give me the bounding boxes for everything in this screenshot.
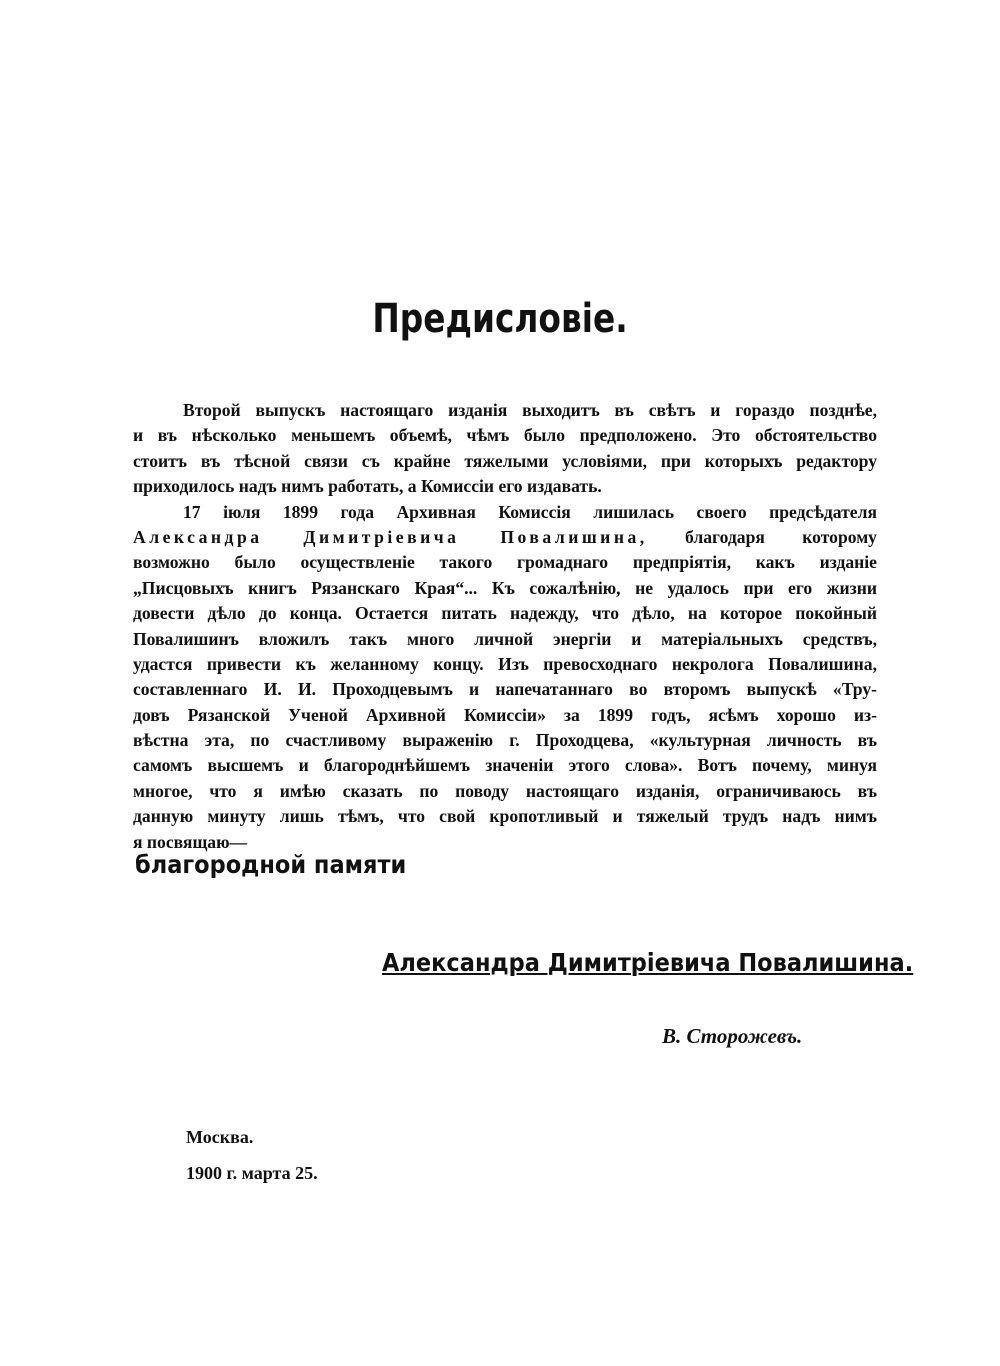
preface-body — [133, 398, 877, 855]
dedication-heading: благородной памяти — [135, 850, 407, 879]
text-line: и въ нѣсколько меньшемъ объемѣ, чѣмъ было предположено. Это обстоятельство — [133, 425, 877, 446]
text-line: „Писцовыхъ книгъ Рязанскаго Края“... Къ сожалѣнію, не удалось при его жизни — [133, 577, 877, 598]
author-signature: В. Сторожевъ. — [662, 1024, 803, 1048]
text-line: 17 іюля 1899 года Архивная Комиссія лишилась своего предсѣдателя — [183, 501, 877, 522]
spaced-name: Александра Димитріевича Повалишина, — [133, 526, 648, 547]
date-of-writing: 1900 г. марта 25. — [186, 1163, 318, 1183]
text-line: Второй выпускъ настоящаго изданія выходитъ въ свѣтъ и гораздо позднѣе, — [183, 400, 877, 420]
text-line: удастся привести къ желанному концу. Изъ превосходнаго некролога Повалишина, — [133, 653, 877, 674]
text-line: довести дѣло до конца. Остается питать надежду, что дѣло, на которое покойный — [133, 603, 877, 624]
text-line: Повалишинъ вложилъ такъ много личной энергіи и матеріальныхъ средствъ, — [133, 628, 877, 649]
place-of-writing: Москва. — [186, 1127, 254, 1147]
text-line: многое, что я имѣю сказать по поводу настоящаго изданія, ограничиваюсь въ — [133, 780, 877, 801]
text-line: стоитъ въ тѣсной связи съ крайне тяжелыми условіями, при которыхъ редактору — [133, 450, 877, 471]
text-line: данную минуту лишь тѣмъ, что свой кропотливый и тяжелый трудъ надъ нимъ — [133, 806, 877, 827]
text-line: составленнаго И. И. Проходцевымъ и напечатаннаго во второмъ выпускѣ «Тру- — [133, 679, 877, 700]
page-title: Предисловіе. — [372, 296, 628, 342]
text-line: самомъ высшемъ и благороднѣйшемъ значеніи этого слова». Вотъ почему, минуя — [133, 755, 877, 776]
text-line-with-name — [133, 525, 877, 550]
text-line: я посвящаю— — [133, 831, 248, 852]
text-line: возможно было осуществленіе такого громаднаго предпріятія, какъ изданіе — [133, 552, 877, 573]
text-line: вѣстна эта, по счастливому выраженію г. Проходцева, «культурная личность въ — [133, 730, 877, 751]
text-line: приходилось надъ нимъ работать, а Комиссіи его издавать. — [133, 476, 602, 497]
honoree-name: Александра Димитріевича Повалишина. — [382, 948, 914, 977]
text-line: довъ Рязанской Ученой Архивной Комиссіи» за 1899 годъ, ясѣмъ хорошо из- — [133, 704, 877, 725]
text-fragment: благодаря которому — [685, 526, 877, 547]
